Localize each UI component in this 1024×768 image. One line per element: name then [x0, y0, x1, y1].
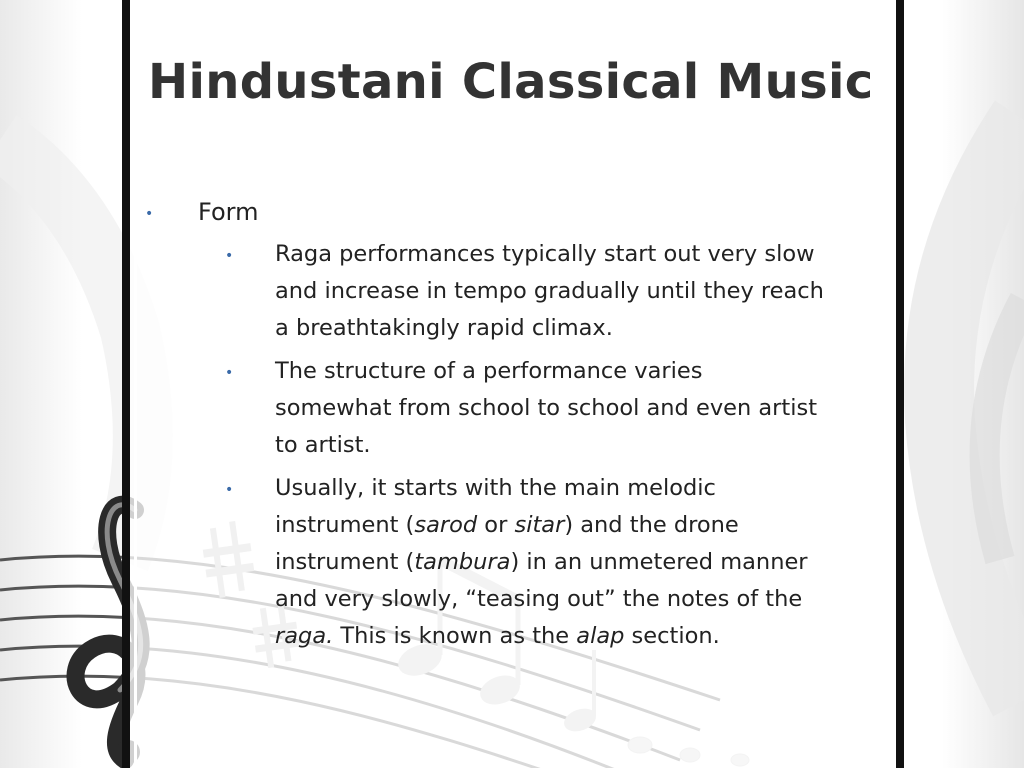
text-line — [275, 507, 885, 544]
text-line: a breathtakingly rapid climax. — [275, 315, 613, 341]
sub-bullet-icon: • — [225, 248, 234, 264]
text-run: or — [477, 512, 515, 538]
sub-bullet-raga-tempo — [275, 236, 885, 347]
sub-bullet-alap — [275, 470, 885, 655]
term-sitar: sitar — [514, 512, 565, 538]
text-line: Raga performances typically start out very slow — [275, 241, 815, 267]
term-raga: raga. — [275, 623, 334, 649]
sub-bullet-icon: • — [225, 365, 234, 381]
text-line: somewhat from school to school and even artist — [275, 395, 818, 421]
term-sarod: sarod — [414, 512, 478, 538]
text-run: This is known as the — [333, 623, 577, 649]
text-line: to artist. — [275, 432, 371, 458]
text-run: instrument ( — [275, 549, 415, 575]
text-line: Usually, it starts with the main melodic — [275, 475, 716, 501]
bullet-form: Form — [198, 198, 259, 226]
text-line: The structure of a performance varies — [275, 358, 703, 384]
text-run: ) and the drone — [564, 512, 739, 538]
bullet-icon: • — [145, 206, 154, 222]
text-line: and increase in tempo gradually until they reach — [275, 278, 824, 304]
text-run: ) in an unmetered manner — [510, 549, 808, 575]
sub-bullet-icon: • — [225, 482, 234, 498]
text-run: instrument ( — [275, 512, 415, 538]
sub-bullet-structure — [275, 353, 885, 464]
term-alap: alap — [576, 623, 625, 649]
text-run: section. — [624, 623, 720, 649]
text-line — [275, 618, 885, 655]
text-line — [275, 544, 885, 581]
text-line: and very slowly, “teasing out” the notes of the — [275, 586, 803, 612]
term-tambura: tambura — [414, 549, 511, 575]
slide-title: Hindustani Classical Music — [148, 54, 874, 110]
